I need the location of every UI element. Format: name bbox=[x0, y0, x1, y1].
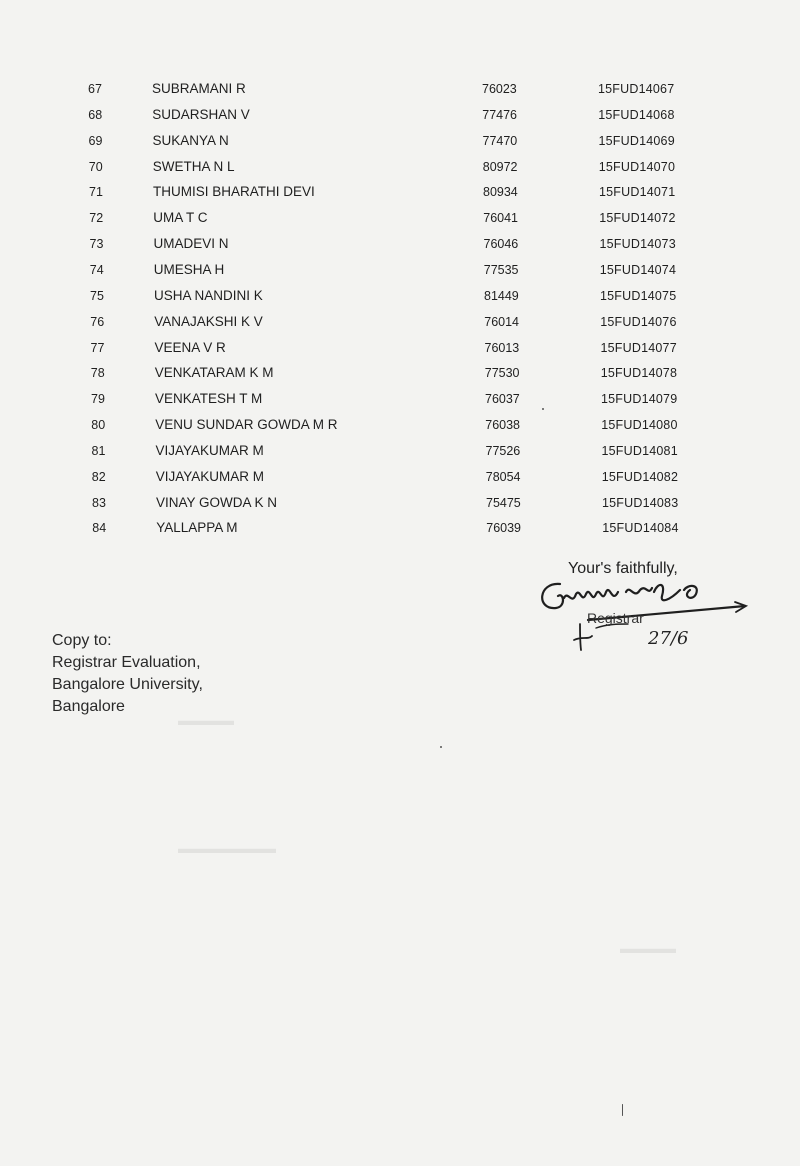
serial-number: 69 bbox=[88, 133, 103, 148]
registration-number: 15FUD14069 bbox=[598, 133, 675, 148]
bleed-through-text: ▬▬▬▬▬▬▬ bbox=[178, 840, 276, 856]
serial-number: 74 bbox=[89, 262, 104, 277]
table-row bbox=[2, 260, 762, 280]
table-row bbox=[1, 131, 761, 151]
serial-number: 71 bbox=[89, 185, 103, 200]
table-row bbox=[4, 467, 764, 487]
registration-number: 15FUD14075 bbox=[600, 288, 677, 303]
serial-number: 80 bbox=[91, 418, 106, 433]
table-row bbox=[1, 182, 761, 202]
registration-number: 15FUD14076 bbox=[600, 314, 677, 329]
student-code: 76037 bbox=[485, 392, 520, 407]
serial-number: 75 bbox=[90, 288, 104, 303]
registration-number: 15FUD14081 bbox=[601, 443, 678, 458]
serial-number: 81 bbox=[91, 443, 106, 458]
student-name: VENU SUNDAR GOWDA M R bbox=[155, 417, 338, 433]
registration-number: 15FUD14083 bbox=[602, 495, 679, 510]
speck bbox=[622, 1104, 623, 1116]
student-code: 76046 bbox=[483, 237, 519, 252]
student-code: 77476 bbox=[482, 107, 518, 122]
student-code: 80972 bbox=[482, 159, 518, 174]
student-name: VEENA V R bbox=[154, 339, 226, 355]
student-name: VINAY GOWDA K N bbox=[156, 494, 278, 510]
registration-number: 15FUD14080 bbox=[601, 418, 678, 433]
student-code: 76014 bbox=[484, 314, 520, 329]
registration-number: 15FUD14078 bbox=[600, 366, 678, 381]
student-code: 77470 bbox=[482, 133, 518, 148]
closing-salutation: Your's faithfully, bbox=[568, 560, 678, 577]
registration-number: 15FUD14084 bbox=[602, 521, 679, 536]
handwritten-date: 27/6 bbox=[648, 628, 689, 649]
table-row bbox=[4, 518, 764, 538]
serial-number: 70 bbox=[88, 159, 103, 174]
registration-number: 15FUD14068 bbox=[598, 107, 675, 122]
student-code: 77535 bbox=[483, 262, 519, 277]
serial-number: 73 bbox=[89, 237, 104, 252]
bleed-through-text: ▬▬▬▬ bbox=[178, 712, 234, 728]
student-code: 76023 bbox=[482, 82, 517, 96]
table-row bbox=[3, 415, 763, 435]
registration-number: 15FUD14067 bbox=[598, 82, 675, 96]
table-row bbox=[4, 441, 764, 461]
student-name: SWETHA N L bbox=[152, 158, 235, 174]
speck bbox=[542, 408, 544, 410]
signature-graphic bbox=[530, 562, 760, 662]
table-row bbox=[1, 157, 761, 177]
student-name: THUMISI BHARATHI DEVI bbox=[153, 184, 315, 200]
student-code: 77526 bbox=[485, 443, 521, 458]
table-row bbox=[2, 312, 762, 332]
student-code: 77530 bbox=[484, 366, 520, 381]
registration-number: 15FUD14070 bbox=[598, 159, 676, 174]
serial-number: 77 bbox=[90, 340, 105, 355]
student-name: UMESHA H bbox=[153, 261, 225, 277]
student-name: USHA NANDINI K bbox=[154, 287, 263, 303]
copy-to-line: Registrar Evaluation, bbox=[52, 654, 201, 671]
student-name: SUKANYA N bbox=[152, 132, 229, 148]
table-row bbox=[0, 79, 760, 99]
student-code: 75475 bbox=[486, 495, 521, 510]
table-row bbox=[3, 363, 763, 383]
table-row bbox=[1, 208, 761, 228]
copy-to-line: Bangalore University, bbox=[52, 676, 203, 693]
table-row bbox=[0, 105, 760, 125]
registration-number: 15FUD14074 bbox=[599, 262, 677, 277]
student-code: 76041 bbox=[483, 211, 519, 226]
student-code: 76038 bbox=[485, 418, 521, 433]
copy-to-line: Bangalore bbox=[52, 698, 125, 715]
speck bbox=[440, 746, 442, 748]
copy-to-block bbox=[52, 630, 203, 718]
serial-number: 72 bbox=[89, 211, 104, 226]
serial-number: 79 bbox=[91, 392, 105, 407]
student-code: 76013 bbox=[484, 340, 520, 355]
table-row bbox=[3, 389, 763, 409]
table-row bbox=[2, 234, 762, 254]
student-name: VIJAYAKUMAR M bbox=[155, 468, 265, 484]
registration-number: 15FUD14077 bbox=[600, 340, 677, 355]
serial-number: 78 bbox=[90, 366, 105, 381]
student-code: 81449 bbox=[484, 288, 519, 303]
student-name: SUBRAMANI R bbox=[152, 81, 246, 96]
student-name: SUDARSHAN V bbox=[152, 106, 250, 122]
table-row bbox=[2, 286, 762, 306]
registration-number: 15FUD14073 bbox=[599, 237, 676, 252]
student-name: VENKATARAM K M bbox=[154, 365, 274, 381]
student-name: UMADEVI N bbox=[153, 236, 229, 252]
registration-number: 15FUD14071 bbox=[599, 185, 676, 200]
copy-to-heading: Copy to: bbox=[52, 632, 112, 649]
student-code: 80934 bbox=[483, 185, 518, 200]
registrar-designation: Registrar bbox=[587, 610, 644, 626]
serial-number: 68 bbox=[88, 107, 103, 122]
student-name: VENKATESH T M bbox=[155, 391, 263, 407]
student-code: 78054 bbox=[485, 469, 521, 484]
table-row bbox=[4, 493, 764, 513]
table-row bbox=[3, 338, 763, 358]
bleed-through-text: ▬▬▬▬ bbox=[620, 940, 676, 956]
registration-number: 15FUD14072 bbox=[599, 211, 676, 226]
student-code: 76039 bbox=[486, 521, 522, 536]
serial-number: 67 bbox=[88, 82, 102, 96]
serial-number: 83 bbox=[92, 495, 106, 510]
student-name: YALLAPPA M bbox=[156, 520, 238, 536]
serial-number: 82 bbox=[91, 469, 106, 484]
registration-number: 15FUD14082 bbox=[601, 469, 679, 484]
serial-number: 76 bbox=[90, 314, 105, 329]
registration-number: 15FUD14079 bbox=[601, 392, 678, 407]
student-name: UMA T C bbox=[153, 210, 208, 226]
serial-number: 84 bbox=[92, 521, 107, 536]
student-name: VIJAYAKUMAR M bbox=[155, 442, 264, 458]
student-name: VANAJAKSHI K V bbox=[154, 313, 263, 329]
